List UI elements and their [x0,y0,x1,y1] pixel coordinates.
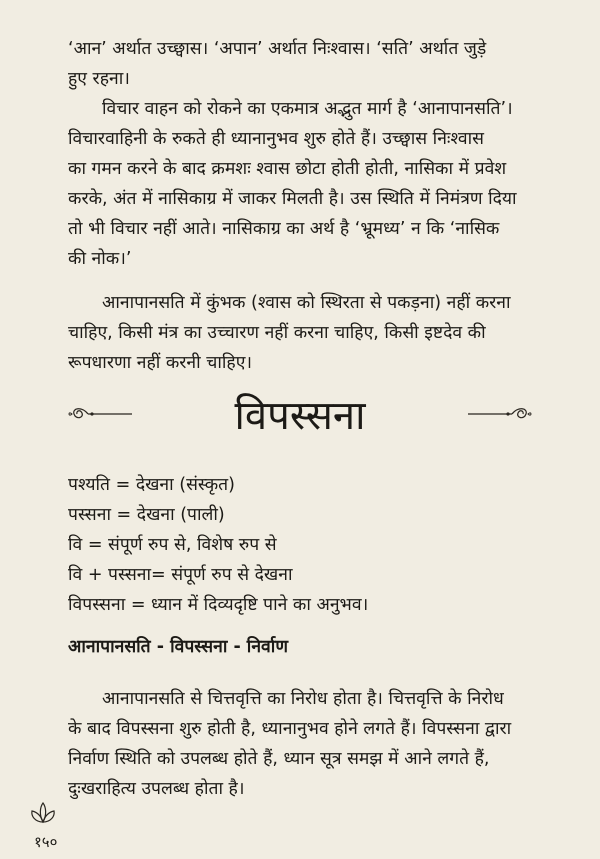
definition-item: विपस्सना = ध्यान में दिव्यदृष्टि पाने का अनुभव। [68,595,369,615]
paragraph-line: आनापानसति से चित्तवृत्ति का निरोध होता है। चित्तवृत्ति के निरोध [102,689,504,709]
paragraph-line: तो भी विचार नहीं आते। नासिकाग्र का अर्थ है ‘भ्रूमध्य’ न कि ‘नासिक [68,219,500,239]
definition-item: वि + पस्सना= संपूर्ण रुप से देखना [68,565,293,585]
paragraph-line: चाहिए, किसी मंत्र का उच्चारण नहीं करना चाहिए, किसी इष्टदेव की [68,323,486,343]
definition-item: पश्यति = देखना (संस्कृत) [68,475,235,495]
paragraph-2 [68,94,568,274]
lotus-flower-icon [28,800,58,826]
section-heading: विपस्सना [234,393,366,439]
paragraph-line: की नोक।’ [68,249,132,269]
page-number: १५० [34,833,58,851]
paragraph-line: रूपधारणा नहीं करनी चाहिए। [68,353,253,373]
subheading: आनापानसति - विपस्सना - निर्वाण [68,637,288,657]
paragraph-line: दुःखराहित्य उपलब्ध होता है। [68,779,245,799]
definition-item: वि = संपूर्ण रुप से, विशेष रुप से [68,535,277,555]
paragraph-line: ‘आन’ अर्थात उच्छ्वास। ‘अपान’ अर्थात निःश्वास। ‘सति’ अर्थात जुड़े [68,39,487,59]
paragraph-line: का गमन करने के बाद क्रमशः श्वास छोटा होती होती, नासिका में प्रवेश [68,159,507,179]
definition-list [68,470,568,620]
definition-item: पस्सना = देखना (पाली) [68,505,225,525]
paragraph-line: विचार वाहन को रोकने का एकमात्र अद्भुत मार्ग है ‘आनापानसति’। [102,99,513,119]
paragraph-1 [68,34,568,94]
paragraph-line: हुए रहना। [68,69,130,89]
paragraph-3 [68,288,568,378]
scroll-ornament-right-icon [468,402,534,426]
paragraph-line: करके, अंत में नासिकाग्र में जाकर मिलती है। उस स्थिति में निमंत्रण दिया [68,189,517,209]
paragraph-line: विचारवाहिनी के रुकते ही ध्यानानुभव शुरु होते हैं। उच्छ्वास निःश्वास [68,129,484,149]
paragraph-line: आनापानसति में कुंभक (श्वास को स्थिरता से पकड़ना) नहीं करना [102,293,511,313]
paragraph-4 [68,684,568,804]
paragraph-line: निर्वाण स्थिति को उपलब्ध होते हैं, ध्यान सूत्र समझ में आने लगते हैं, [68,749,490,769]
paragraph-line: के बाद विपस्सना शुरु होती है, ध्यानानुभव होने लगते हैं। विपस्सना द्वारा [68,719,512,739]
